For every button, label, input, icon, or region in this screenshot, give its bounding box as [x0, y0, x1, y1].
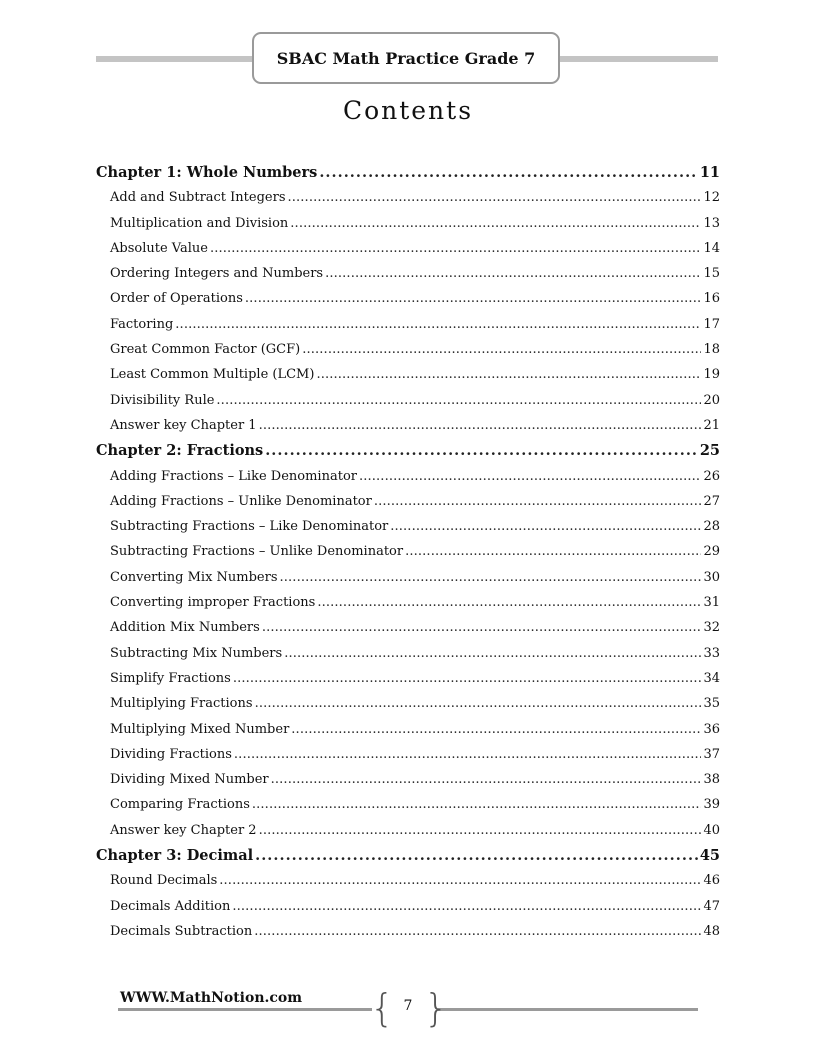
- toc-section-entry[interactable]: [96, 464, 720, 489]
- toc-entry-page: 40: [703, 822, 720, 838]
- toc-section-entry[interactable]: [96, 261, 720, 286]
- toc-entry-page: 27: [703, 493, 720, 509]
- toc-entry-label: Decimals Addition: [110, 898, 231, 914]
- toc-section-entry[interactable]: [96, 388, 720, 413]
- toc-leader-dots: [255, 843, 698, 868]
- toc-section-entry[interactable]: [96, 236, 720, 261]
- header-title-box: [252, 32, 560, 84]
- toc-leader-dots: [319, 160, 698, 185]
- toc-entry-label: Dividing Fractions: [110, 746, 232, 762]
- footer-rule-left: [118, 1008, 372, 1011]
- toc-section-entry[interactable]: [96, 514, 720, 539]
- toc-section-entry[interactable]: [96, 641, 720, 666]
- page-number: 7: [403, 998, 413, 1014]
- page-title: Contents: [342, 96, 474, 125]
- toc-leader-dots: [405, 539, 701, 564]
- toc-entry-label: Answer key Chapter 2: [110, 822, 257, 838]
- toc-entry-label: Order of Operations: [110, 291, 243, 307]
- toc-leader-dots: [265, 438, 698, 463]
- toc-entry-page: 31: [703, 595, 720, 611]
- toc-entry-label: Subtracting Mix Numbers: [110, 645, 283, 661]
- toc-chapter-entry[interactable]: [96, 160, 720, 185]
- toc-entry-label: Round Decimals: [110, 873, 218, 889]
- toc-entry-page: 12: [703, 190, 720, 206]
- toc-entry-label: Chapter 1: Whole Numbers: [96, 164, 318, 181]
- toc-entry-page: 34: [703, 670, 720, 686]
- toc-entry-page: 19: [703, 367, 720, 383]
- toc-leader-dots: [210, 236, 701, 261]
- toc-entry-page: 30: [703, 569, 720, 585]
- toc-section-entry[interactable]: [96, 565, 720, 590]
- toc-entry-page: 20: [703, 392, 720, 408]
- toc-leader-dots: [284, 641, 701, 666]
- toc-entry-page: 16: [703, 291, 720, 307]
- toc-section-entry[interactable]: [96, 489, 720, 514]
- toc-entry-page: 33: [703, 645, 720, 661]
- toc-section-entry[interactable]: [96, 792, 720, 817]
- toc-section-entry[interactable]: [96, 362, 720, 387]
- header-rule-left: [96, 56, 256, 62]
- toc-entry-label: Chapter 3: Decimal: [96, 847, 254, 865]
- toc-section-entry[interactable]: [96, 539, 720, 564]
- toc-entry-label: Divisibility Rule: [110, 392, 215, 408]
- toc-leader-dots: [232, 894, 701, 919]
- toc-leader-dots: [262, 615, 702, 640]
- book-title: SBAC Math Practice Grade 7: [276, 48, 536, 68]
- page-header: [0, 32, 816, 88]
- toc-leader-dots: [290, 211, 701, 236]
- toc-leader-dots: [259, 818, 702, 843]
- toc-entry-label: Decimals Subtraction: [110, 923, 253, 939]
- toc-section-entry[interactable]: [96, 312, 720, 337]
- toc-section-entry[interactable]: [96, 337, 720, 362]
- toc-entry-page: 45: [699, 847, 720, 865]
- left-brace-icon: {: [370, 986, 395, 1030]
- toc-leader-dots: [302, 337, 701, 362]
- toc-entry-label: Addition Mix Numbers: [110, 620, 260, 636]
- toc-chapter-entry[interactable]: [96, 438, 720, 463]
- footer-rule-right: [438, 1008, 698, 1011]
- toc-entry-page: 21: [703, 417, 720, 433]
- toc-section-entry[interactable]: [96, 185, 720, 210]
- toc-entry-label: Adding Fractions – Unlike Denominator: [110, 493, 372, 509]
- toc-leader-dots: [234, 742, 702, 767]
- toc-entry-label: Factoring: [110, 316, 174, 332]
- toc-entry-page: 32: [703, 620, 720, 636]
- toc-entry-page: 18: [703, 342, 720, 358]
- toc-entry-label: Dividing Mixed Number: [110, 772, 269, 788]
- toc-leader-dots: [271, 767, 702, 792]
- toc-section-entry[interactable]: [96, 868, 720, 893]
- toc-section-entry[interactable]: [96, 894, 720, 919]
- toc-leader-dots: [390, 514, 701, 539]
- toc-entry-page: 15: [703, 266, 720, 282]
- toc-leader-dots: [219, 868, 701, 893]
- toc-leader-dots: [317, 590, 701, 615]
- toc-leader-dots: [252, 792, 702, 817]
- toc-chapter-entry[interactable]: [96, 843, 720, 868]
- right-brace-icon: }: [424, 986, 449, 1030]
- toc-entry-page: 37: [703, 746, 720, 762]
- toc-entry-label: Multiplying Mixed Number: [110, 721, 290, 737]
- toc-section-entry[interactable]: [96, 286, 720, 311]
- toc-entry-label: Absolute Value: [110, 240, 208, 256]
- toc-section-entry[interactable]: [96, 691, 720, 716]
- toc-entry-label: Answer key Chapter 1: [110, 417, 257, 433]
- toc-entry-page: 46: [703, 873, 720, 889]
- toc-leader-dots: [374, 489, 702, 514]
- toc-leader-dots: [245, 286, 702, 311]
- website-link[interactable]: WWW.MathNotion.com: [120, 990, 303, 1006]
- toc-entry-page: 47: [703, 898, 720, 914]
- toc-section-entry[interactable]: [96, 615, 720, 640]
- toc-leader-dots: [233, 666, 702, 691]
- toc-section-entry[interactable]: [96, 590, 720, 615]
- toc-entry-page: 39: [703, 797, 720, 813]
- toc-entry-label: Multiplying Fractions: [110, 696, 253, 712]
- toc-leader-dots: [216, 388, 701, 413]
- toc-entry-label: Chapter 2: Fractions: [96, 442, 264, 460]
- toc-section-entry[interactable]: [96, 919, 720, 944]
- toc-entry-page: 38: [703, 772, 720, 788]
- toc-leader-dots: [325, 261, 701, 286]
- toc-leader-dots: [255, 691, 702, 716]
- toc-entry-label: Least Common Multiple (LCM): [110, 367, 315, 383]
- toc-entry-label: Adding Fractions – Like Denominator: [110, 468, 357, 484]
- toc-section-entry[interactable]: [96, 413, 720, 438]
- toc-leader-dots: [359, 464, 701, 489]
- toc-entry-label: Converting Mix Numbers: [110, 569, 278, 585]
- toc-section-entry[interactable]: [96, 717, 720, 742]
- toc-section-entry[interactable]: [96, 767, 720, 792]
- toc-entry-page: 35: [703, 696, 720, 712]
- toc-section-entry[interactable]: [96, 818, 720, 843]
- toc-entry-page: 14: [703, 240, 720, 256]
- toc-entry-label: Great Common Factor (GCF): [110, 342, 301, 358]
- toc-entry-page: 11: [699, 164, 720, 181]
- toc-entry-page: 13: [703, 215, 720, 231]
- toc-entry-label: Multiplication and Division: [110, 215, 289, 231]
- toc-entry-label: Converting improper Fractions: [110, 595, 316, 611]
- toc-entry-page: 29: [703, 544, 720, 560]
- toc-entry-label: Comparing Fractions: [110, 797, 250, 813]
- toc-entry-page: 48: [703, 923, 720, 939]
- toc-leader-dots: [259, 413, 702, 438]
- toc-entry-label: Ordering Integers and Numbers: [110, 266, 324, 282]
- page-footer: [0, 984, 816, 1034]
- toc-section-entry[interactable]: [96, 742, 720, 767]
- toc-leader-dots: [316, 362, 701, 387]
- toc-entry-page: 36: [703, 721, 720, 737]
- table-of-contents: [96, 160, 720, 944]
- toc-leader-dots: [280, 565, 702, 590]
- toc-entry-page: 28: [703, 519, 720, 535]
- header-rule-right: [560, 56, 718, 62]
- toc-leader-dots: [288, 185, 702, 210]
- toc-entry-label: Subtracting Fractions – Like Denominator: [110, 519, 389, 535]
- toc-leader-dots: [175, 312, 701, 337]
- toc-entry-page: 25: [699, 442, 720, 460]
- toc-entry-label: Subtracting Fractions – Unlike Denominator: [110, 544, 404, 560]
- toc-entry-page: 26: [703, 468, 720, 484]
- toc-leader-dots: [254, 919, 701, 944]
- toc-entry-label: Simplify Fractions: [110, 670, 231, 686]
- toc-section-entry[interactable]: [96, 666, 720, 691]
- toc-leader-dots: [291, 717, 701, 742]
- toc-section-entry[interactable]: [96, 211, 720, 236]
- toc-entry-page: 17: [703, 316, 720, 332]
- toc-entry-label: Add and Subtract Integers: [110, 190, 286, 206]
